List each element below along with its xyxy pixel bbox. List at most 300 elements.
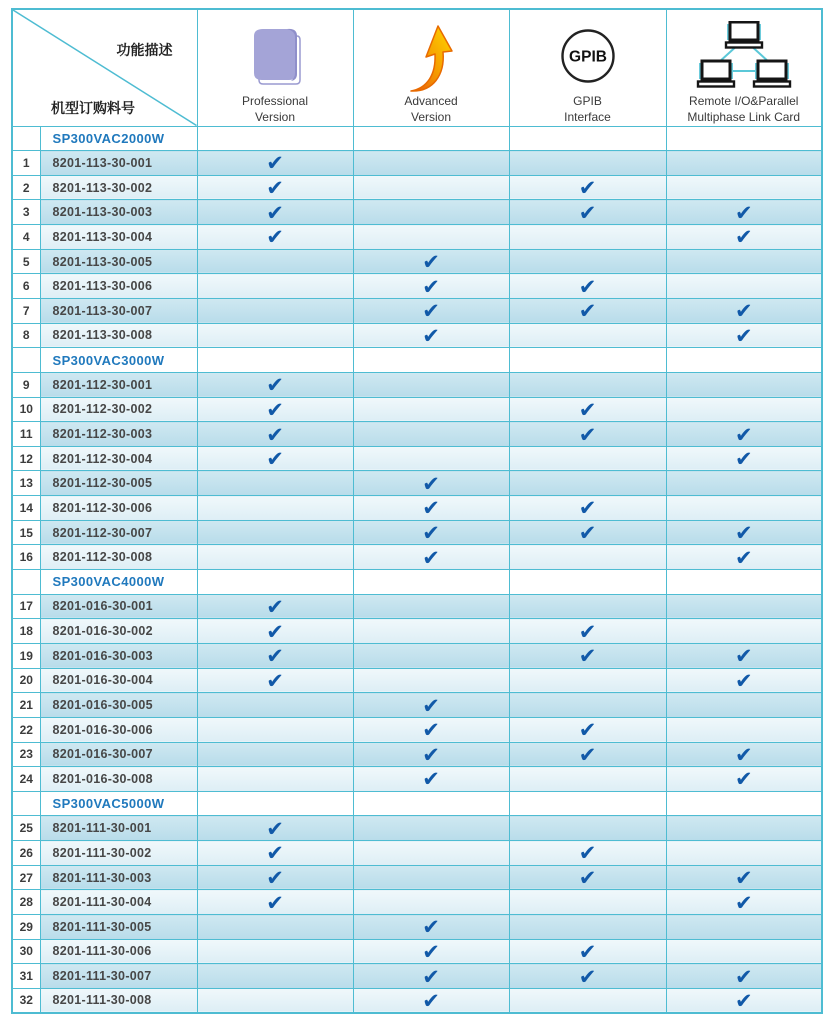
part-number: 8201-113-30-003	[40, 200, 197, 225]
empty-cell	[509, 767, 666, 792]
row-number: 32	[12, 988, 40, 1013]
empty-cell	[197, 742, 353, 767]
checkmark-icon: ✔	[578, 743, 597, 767]
part-number: 8201-111-30-005	[40, 915, 197, 940]
check-cell-remote	[666, 225, 822, 250]
checkmark-icon: ✔	[734, 669, 753, 693]
empty-cell	[509, 372, 666, 397]
check-cell-gpib	[509, 643, 666, 668]
checkmark-icon: ✔	[422, 251, 440, 274]
checkmark-icon: ✔	[266, 374, 284, 398]
model-section-row	[12, 126, 822, 151]
check-cell-professional	[197, 422, 353, 447]
empty-cell	[666, 348, 822, 373]
empty-cell	[509, 594, 666, 619]
part-number: 8201-113-30-004	[40, 225, 197, 250]
check-cell-remote	[666, 520, 822, 545]
row-number: 25	[12, 816, 40, 841]
check-cell-remote	[666, 446, 822, 471]
row-number: 27	[12, 865, 40, 890]
part-row	[12, 372, 822, 397]
empty-cell	[353, 446, 509, 471]
checkmark-icon: ✔	[734, 989, 753, 1013]
checkmark-icon: ✔	[578, 300, 597, 324]
row-number: 11	[12, 422, 40, 447]
row-number: 1	[12, 151, 40, 176]
empty-cell	[666, 570, 822, 595]
empty-cell	[509, 693, 666, 718]
part-number: 8201-016-30-006	[40, 717, 197, 742]
checkmark-icon: ✔	[266, 398, 284, 422]
empty-cell	[666, 249, 822, 274]
part-row	[12, 274, 822, 299]
checkmark-icon: ✔	[422, 300, 440, 324]
row-number: 8	[12, 323, 40, 348]
row-number-cell	[12, 126, 40, 151]
part-row	[12, 742, 822, 767]
row-number: 16	[12, 545, 40, 570]
part-number: 8201-111-30-003	[40, 865, 197, 890]
check-cell-gpib	[509, 939, 666, 964]
check-cell-advanced	[353, 249, 509, 274]
part-row	[12, 693, 822, 718]
column-label: GPIB Interface	[564, 94, 611, 124]
part-row	[12, 225, 822, 250]
empty-cell	[197, 126, 353, 151]
checkmark-icon: ✔	[578, 940, 597, 964]
model-name: SP300VAC5000W	[40, 791, 197, 816]
check-cell-advanced	[353, 471, 509, 496]
empty-cell	[509, 915, 666, 940]
empty-cell	[197, 348, 353, 373]
column-header-remote	[666, 9, 822, 126]
part-row	[12, 446, 822, 471]
part-row	[12, 668, 822, 693]
part-row	[12, 643, 822, 668]
check-cell-gpib	[509, 274, 666, 299]
empty-cell	[353, 791, 509, 816]
part-row	[12, 323, 822, 348]
check-cell-gpib	[509, 200, 666, 225]
part-row	[12, 422, 822, 447]
checkmark-icon: ✔	[734, 423, 753, 447]
check-cell-professional	[197, 175, 353, 200]
checkmark-icon: ✔	[266, 842, 284, 866]
model-section-row	[12, 791, 822, 816]
check-cell-advanced	[353, 988, 509, 1013]
check-cell-professional	[197, 446, 353, 471]
check-cell-advanced	[353, 693, 509, 718]
checkmark-icon: ✔	[578, 620, 597, 644]
ordering-matrix-table	[11, 8, 823, 1014]
checkmark-icon: ✔	[266, 620, 284, 644]
empty-cell	[666, 496, 822, 521]
empty-cell	[509, 225, 666, 250]
empty-cell	[197, 274, 353, 299]
model-section-row	[12, 348, 822, 373]
empty-cell	[197, 791, 353, 816]
empty-cell	[509, 545, 666, 570]
row-number: 23	[12, 742, 40, 767]
corner-label-model-part: 机型订购料号	[51, 99, 135, 116]
part-row	[12, 594, 822, 619]
part-row	[12, 151, 822, 176]
empty-cell	[509, 126, 666, 151]
part-number: 8201-016-30-005	[40, 693, 197, 718]
check-cell-advanced	[353, 939, 509, 964]
checkmark-icon: ✔	[578, 423, 597, 447]
part-row	[12, 545, 822, 570]
row-number: 26	[12, 841, 40, 866]
check-cell-advanced	[353, 915, 509, 940]
model-name: SP300VAC4000W	[40, 570, 197, 595]
empty-cell	[509, 446, 666, 471]
empty-cell	[197, 570, 353, 595]
part-row	[12, 619, 822, 644]
column-header-advanced	[353, 9, 509, 126]
part-number: 8201-111-30-007	[40, 964, 197, 989]
empty-cell	[197, 471, 353, 496]
checkmark-icon: ✔	[266, 867, 284, 890]
row-number: 7	[12, 298, 40, 323]
empty-cell	[666, 717, 822, 742]
check-cell-gpib	[509, 964, 666, 989]
empty-cell	[666, 816, 822, 841]
checkmark-icon: ✔	[422, 916, 440, 940]
empty-cell	[666, 175, 822, 200]
part-number: 8201-016-30-002	[40, 619, 197, 644]
part-number: 8201-113-30-002	[40, 175, 197, 200]
part-row	[12, 471, 822, 496]
row-number: 4	[12, 225, 40, 250]
corner-header-cell	[12, 9, 197, 126]
empty-cell	[353, 372, 509, 397]
check-cell-professional	[197, 841, 353, 866]
header-row	[12, 9, 822, 126]
checkmark-icon: ✔	[266, 595, 284, 619]
empty-cell	[353, 865, 509, 890]
part-number: 8201-112-30-007	[40, 520, 197, 545]
check-cell-gpib	[509, 520, 666, 545]
empty-cell	[353, 890, 509, 915]
check-cell-gpib	[509, 496, 666, 521]
check-cell-advanced	[353, 496, 509, 521]
part-number: 8201-113-30-001	[40, 151, 197, 176]
check-cell-professional	[197, 643, 353, 668]
check-cell-remote	[666, 890, 822, 915]
check-cell-professional	[197, 225, 353, 250]
part-row	[12, 964, 822, 989]
empty-cell	[353, 816, 509, 841]
empty-cell	[666, 915, 822, 940]
checkmark-icon: ✔	[734, 768, 753, 792]
empty-cell	[666, 939, 822, 964]
empty-cell	[509, 816, 666, 841]
check-cell-remote	[666, 422, 822, 447]
model-name: SP300VAC2000W	[40, 126, 197, 151]
checkmark-icon: ✔	[266, 201, 284, 225]
part-number: 8201-111-30-001	[40, 816, 197, 841]
part-row	[12, 249, 822, 274]
empty-cell	[666, 619, 822, 644]
empty-cell	[666, 151, 822, 176]
empty-cell	[666, 372, 822, 397]
part-row	[12, 298, 822, 323]
checkmark-icon: ✔	[422, 694, 440, 718]
row-number: 15	[12, 520, 40, 545]
checkmark-icon: ✔	[266, 177, 284, 200]
part-row	[12, 865, 822, 890]
empty-cell	[509, 471, 666, 496]
check-cell-remote	[666, 323, 822, 348]
part-number: 8201-113-30-006	[40, 274, 197, 299]
column-label: Advanced Version	[404, 94, 458, 124]
check-cell-professional	[197, 865, 353, 890]
up-arrow-icon	[407, 18, 455, 94]
empty-cell	[353, 175, 509, 200]
check-cell-gpib	[509, 619, 666, 644]
check-cell-professional	[197, 816, 353, 841]
empty-cell	[197, 988, 353, 1013]
row-number: 30	[12, 939, 40, 964]
empty-cell	[666, 841, 822, 866]
check-cell-gpib	[509, 298, 666, 323]
empty-cell	[353, 200, 509, 225]
check-cell-professional	[197, 397, 353, 422]
empty-cell	[197, 693, 353, 718]
book-icon	[247, 18, 303, 94]
checkmark-icon: ✔	[734, 965, 753, 989]
part-row	[12, 816, 822, 841]
empty-cell	[353, 841, 509, 866]
checkmark-icon: ✔	[422, 768, 440, 792]
empty-cell	[353, 643, 509, 668]
check-cell-remote	[666, 865, 822, 890]
part-row	[12, 520, 822, 545]
empty-cell	[197, 545, 353, 570]
checkmark-icon: ✔	[422, 497, 440, 521]
check-cell-advanced	[353, 964, 509, 989]
checkmark-icon: ✔	[734, 891, 753, 915]
check-cell-gpib	[509, 841, 666, 866]
empty-cell	[197, 767, 353, 792]
checkmark-icon: ✔	[734, 201, 753, 225]
part-row	[12, 767, 822, 792]
checkmark-icon: ✔	[422, 940, 440, 964]
checkmark-icon: ✔	[734, 867, 753, 890]
check-cell-advanced	[353, 742, 509, 767]
checkmark-icon: ✔	[578, 645, 597, 669]
row-number-cell	[12, 348, 40, 373]
corner-label-function: 功能描述	[116, 42, 173, 58]
check-cell-professional	[197, 200, 353, 225]
checkmark-icon: ✔	[578, 867, 597, 890]
part-number: 8201-112-30-006	[40, 496, 197, 521]
checkmark-icon: ✔	[422, 719, 440, 743]
part-row	[12, 397, 822, 422]
check-cell-advanced	[353, 767, 509, 792]
part-number: 8201-016-30-007	[40, 742, 197, 767]
checkmark-icon: ✔	[266, 226, 284, 250]
row-number: 18	[12, 619, 40, 644]
check-cell-advanced	[353, 298, 509, 323]
check-cell-professional	[197, 372, 353, 397]
part-row	[12, 200, 822, 225]
row-number: 9	[12, 372, 40, 397]
check-cell-advanced	[353, 520, 509, 545]
checkmark-icon: ✔	[422, 275, 440, 299]
part-row	[12, 939, 822, 964]
part-row	[12, 988, 822, 1013]
part-number: 8201-112-30-002	[40, 397, 197, 422]
empty-cell	[353, 397, 509, 422]
empty-cell	[509, 791, 666, 816]
column-header-gpib	[509, 9, 666, 126]
empty-cell	[509, 323, 666, 348]
row-number: 31	[12, 964, 40, 989]
checkmark-icon: ✔	[734, 522, 753, 545]
part-number: 8201-016-30-008	[40, 767, 197, 792]
check-cell-remote	[666, 200, 822, 225]
empty-cell	[666, 126, 822, 151]
check-cell-remote	[666, 964, 822, 989]
checkmark-icon: ✔	[266, 423, 284, 447]
check-cell-professional	[197, 619, 353, 644]
part-number: 8201-113-30-005	[40, 249, 197, 274]
part-number: 8201-112-30-004	[40, 446, 197, 471]
check-cell-professional	[197, 594, 353, 619]
check-cell-gpib	[509, 422, 666, 447]
row-number: 19	[12, 643, 40, 668]
checkmark-icon: ✔	[578, 398, 597, 422]
checkmark-icon: ✔	[578, 177, 597, 200]
row-number: 29	[12, 915, 40, 940]
empty-cell	[197, 323, 353, 348]
part-row	[12, 717, 822, 742]
empty-cell	[509, 570, 666, 595]
row-number: 3	[12, 200, 40, 225]
checkmark-icon: ✔	[734, 448, 753, 471]
part-row	[12, 915, 822, 940]
part-number: 8201-016-30-003	[40, 643, 197, 668]
checkmark-icon: ✔	[578, 842, 597, 866]
check-cell-professional	[197, 151, 353, 176]
column-header-professional	[197, 9, 353, 126]
empty-cell	[197, 915, 353, 940]
empty-cell	[509, 988, 666, 1013]
empty-cell	[353, 225, 509, 250]
row-number: 14	[12, 496, 40, 521]
empty-cell	[353, 594, 509, 619]
empty-cell	[666, 471, 822, 496]
check-cell-gpib	[509, 717, 666, 742]
checkmark-icon: ✔	[578, 275, 597, 299]
network-icon	[696, 18, 792, 94]
row-number: 22	[12, 717, 40, 742]
checkmark-icon: ✔	[422, 472, 440, 496]
empty-cell	[509, 249, 666, 274]
part-row	[12, 890, 822, 915]
checkmark-icon: ✔	[578, 201, 597, 225]
checkmark-icon: ✔	[578, 719, 597, 743]
empty-cell	[197, 520, 353, 545]
empty-cell	[666, 397, 822, 422]
empty-cell	[197, 964, 353, 989]
part-row	[12, 175, 822, 200]
check-cell-remote	[666, 742, 822, 767]
row-number: 6	[12, 274, 40, 299]
part-number: 8201-016-30-001	[40, 594, 197, 619]
part-number: 8201-113-30-008	[40, 323, 197, 348]
svg-text:GPIB: GPIB	[568, 48, 607, 66]
empty-cell	[509, 151, 666, 176]
checkmark-icon: ✔	[266, 448, 284, 471]
check-cell-professional	[197, 668, 353, 693]
checkmark-icon: ✔	[266, 817, 284, 841]
part-number: 8201-111-30-006	[40, 939, 197, 964]
empty-cell	[197, 939, 353, 964]
check-cell-professional	[197, 890, 353, 915]
row-number: 5	[12, 249, 40, 274]
check-cell-gpib	[509, 175, 666, 200]
check-cell-advanced	[353, 323, 509, 348]
empty-cell	[197, 298, 353, 323]
checkmark-icon: ✔	[578, 522, 597, 545]
checkmark-icon: ✔	[266, 152, 284, 176]
check-cell-gpib	[509, 742, 666, 767]
checkmark-icon: ✔	[266, 645, 284, 669]
check-cell-advanced	[353, 717, 509, 742]
row-number: 17	[12, 594, 40, 619]
empty-cell	[197, 496, 353, 521]
empty-cell	[666, 594, 822, 619]
checkmark-icon: ✔	[422, 522, 440, 545]
row-number: 12	[12, 446, 40, 471]
checkmark-icon: ✔	[266, 891, 284, 915]
empty-cell	[666, 693, 822, 718]
empty-cell	[353, 348, 509, 373]
checkmark-icon: ✔	[422, 546, 440, 570]
checkmark-icon: ✔	[266, 669, 284, 693]
row-number: 24	[12, 767, 40, 792]
checkmark-icon: ✔	[734, 743, 753, 767]
checkmark-icon: ✔	[578, 497, 597, 521]
checkmark-icon: ✔	[422, 965, 440, 989]
column-label: Remote I/O&Parallel Multiphase Link Card	[687, 94, 801, 124]
empty-cell	[509, 668, 666, 693]
checkmark-icon: ✔	[734, 300, 753, 324]
empty-cell	[197, 249, 353, 274]
empty-cell	[197, 717, 353, 742]
check-cell-remote	[666, 643, 822, 668]
column-label: Professional Version	[241, 94, 309, 124]
checkmark-icon: ✔	[734, 546, 753, 570]
empty-cell	[353, 668, 509, 693]
empty-cell	[353, 126, 509, 151]
checkmark-icon: ✔	[422, 743, 440, 767]
check-cell-remote	[666, 668, 822, 693]
row-number: 10	[12, 397, 40, 422]
checkmark-icon: ✔	[734, 645, 753, 669]
empty-cell	[509, 890, 666, 915]
check-cell-gpib	[509, 397, 666, 422]
part-number: 8201-112-30-005	[40, 471, 197, 496]
part-number: 8201-111-30-002	[40, 841, 197, 866]
part-number: 8201-113-30-007	[40, 298, 197, 323]
check-cell-advanced	[353, 545, 509, 570]
row-number-cell	[12, 791, 40, 816]
part-number: 8201-112-30-008	[40, 545, 197, 570]
